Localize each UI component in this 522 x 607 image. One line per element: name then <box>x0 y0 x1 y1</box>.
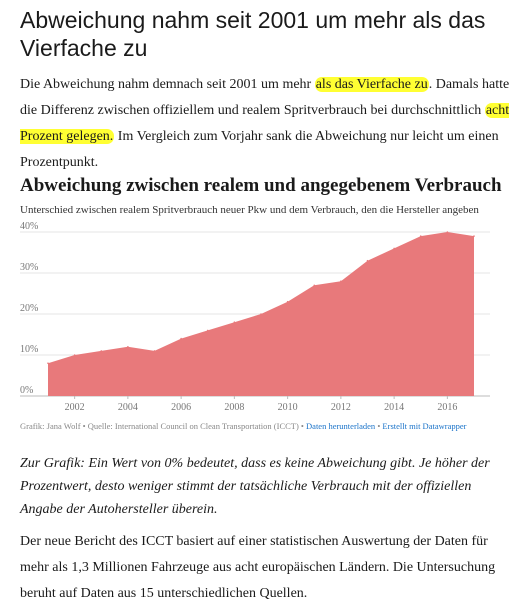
paragraph-text: Im Vergleich zum Vorjahr sank die Abweichung nur leicht um einen Prozentpunkt. <box>20 129 499 170</box>
data-point <box>447 231 449 233</box>
x-tick-label: 2008 <box>224 402 245 413</box>
chart-note: Zur Grafik: Ein Wert von 0% bedeutet, dass es keine Abweichung gibt. Je höher der Prozentwert, desto weniger stimmt der tatsächliche Verbrauch mit der offiziellen Angabe der Autohersteller überein. <box>20 456 490 517</box>
y-tick-label: 20% <box>20 303 39 314</box>
y-tick-label: 40% <box>20 222 39 232</box>
article-paragraph-2: Der neue Bericht des ICCT basiert auf einer statistischen Auswertung der Daten für mehr als 1,3 Millionen Fahrzeuge aus acht europäischen Ländern. Die Untersuchung beruht auf Daten aus 15 unterschiedlichen Quellen. <box>20 534 496 601</box>
datawrapper-link[interactable]: Erstellt mit Datawrapper <box>382 421 467 431</box>
area-chart <box>0 222 522 417</box>
data-point <box>207 330 209 332</box>
data-point <box>420 235 422 237</box>
article-paragraph-1 <box>20 72 510 176</box>
article-heading: Abweichung nahm seit 2001 um mehr als das Vierfache zu <box>20 7 486 61</box>
data-point <box>100 350 102 352</box>
data-point <box>154 350 156 352</box>
paragraph-text: Die Abweichung nahm demnach seit 2001 um mehr <box>20 77 315 92</box>
data-point <box>287 301 289 303</box>
data-point <box>340 280 342 282</box>
data-point <box>260 313 262 315</box>
x-tick-label: 2012 <box>330 402 351 413</box>
data-point <box>367 260 369 262</box>
data-point <box>234 321 236 323</box>
highlighted-text: acht Prozent gelegen. <box>20 103 510 144</box>
data-point <box>393 248 395 250</box>
x-tick-label: 2006 <box>171 402 192 413</box>
chart-title: Abweichung zwischen realem und angegebenem Verbrauch <box>20 175 502 196</box>
highlighted-text: als das Vierfache zu <box>315 77 428 92</box>
credit-text: Grafik: Jana Wolf • Quelle: International Council on Clean Transportation (ICCT) • <box>20 421 307 431</box>
paragraph-text: . Damals hatte die Differenz zwischen offiziellem und realem Spritverbrauch bei durchschnittlich <box>20 77 510 118</box>
x-tick-label: 2004 <box>117 402 138 413</box>
data-point <box>473 235 475 237</box>
chart-credit <box>20 420 515 432</box>
x-tick-label: 2002 <box>64 402 85 413</box>
credit-separator: • <box>375 421 383 431</box>
x-tick-label: 2014 <box>384 402 405 413</box>
y-tick-label: 10% <box>20 344 39 355</box>
x-tick-label: 2010 <box>277 402 298 413</box>
data-point <box>313 285 315 287</box>
download-data-link[interactable]: Daten herunterladen <box>306 421 376 431</box>
chart-subtitle: Unterschied zwischen realem Spritverbrauch neuer Pkw und dem Verbrauch, den die Hersteller angeben <box>20 204 479 216</box>
y-tick-label: 30% <box>20 262 39 273</box>
data-point <box>47 362 49 364</box>
data-point <box>180 338 182 340</box>
data-point <box>74 354 76 356</box>
y-tick-label: 0% <box>20 385 34 396</box>
x-tick-label: 2016 <box>437 402 458 413</box>
data-point <box>127 346 129 348</box>
